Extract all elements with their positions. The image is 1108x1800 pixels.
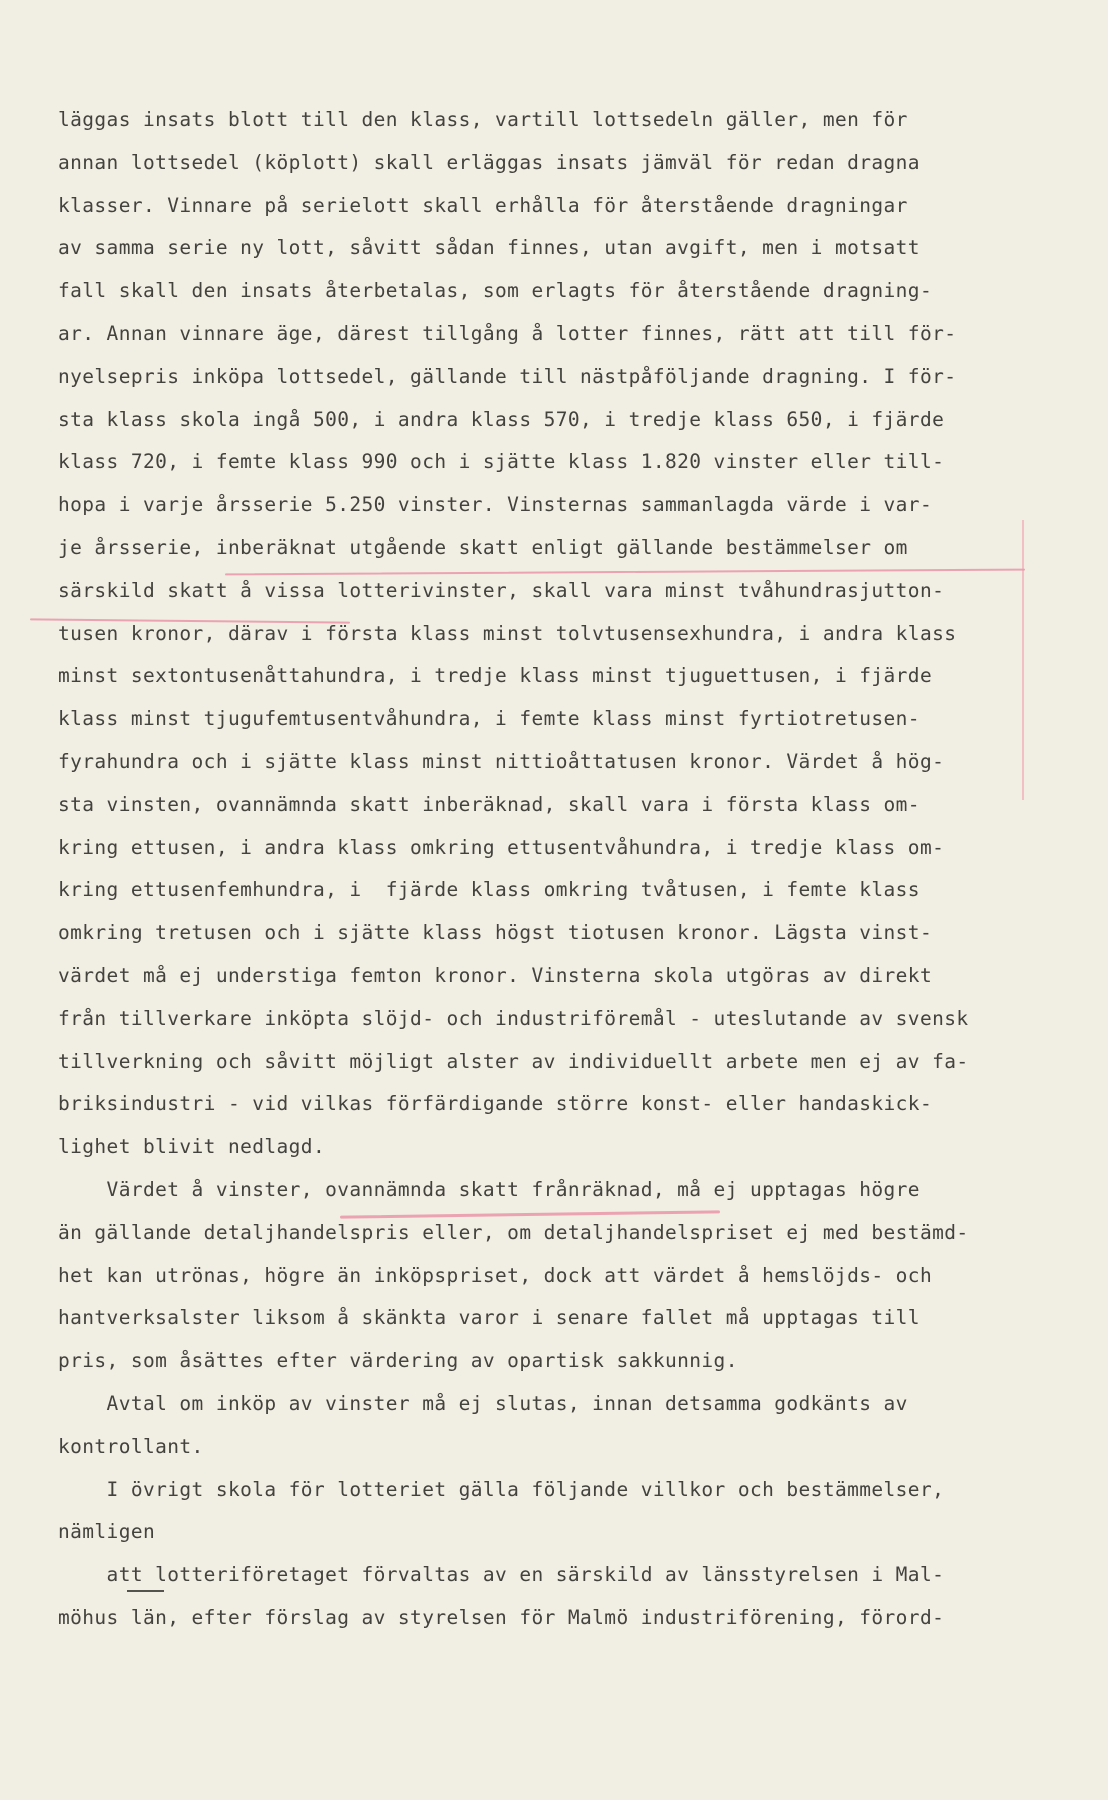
text-line: än gällande detaljhandelspris eller, om detaljhandelspriset ej med bestämd- — [58, 1220, 969, 1244]
text-line: tusen kronor, därav i första klass minst tolvtusensexhundra, i andra klass — [58, 621, 957, 645]
text-line: fall skall den insats återbetalas, som erlagts för återstående dragning- — [58, 279, 933, 303]
text-line: särskild skatt å vissa lotterivinster, skall vara minst tvåhundrasjutton- — [58, 578, 945, 602]
text-line: klass minst tjugufemtusentvåhundra, i femte klass minst fyrtiotretusen- — [58, 707, 920, 731]
text-line: läggas insats blott till den klass, vartill lottsedeln gäller, men för — [58, 108, 908, 131]
text-line: pris, som åsättes efter värdering av opartisk sakkunnig. — [58, 1349, 738, 1373]
text-line: hopa i varje årsserie 5.250 vinster. Vinsternas sammanlagda värde i var- — [58, 493, 933, 517]
text-line: kontrollant. — [58, 1434, 204, 1458]
text-line: annan lottsedel (köplott) skall erläggas insats jämväl för redan dragna — [58, 150, 920, 174]
text-line: Värdet å vinster, ovannämnda skatt frånräknad, må ej upptagas högre — [58, 1178, 920, 1201]
text-line: I övrigt skola för lotteriet gälla följande villkor och bestämmelser, — [58, 1477, 945, 1501]
text-line: klasser. Vinnare på serielott skall erhålla för återstående dragningar — [58, 193, 908, 217]
text-line: het kan utrönas, högre än inköpspriset, dock att värdet å hemslöjds- och — [58, 1263, 933, 1287]
text-line: möhus län, efter förslag av styrelsen för Malmö industriförening, förord- — [58, 1606, 945, 1629]
red-pencil-underline — [340, 1210, 720, 1218]
text-line: kring ettusenfemhundra, i fjärde klass omkring tvåtusen, i femte klass — [58, 878, 920, 902]
text-line: av samma serie ny lott, såvitt sådan finnes, utan avgift, men i motsatt — [58, 236, 920, 260]
att-underline — [127, 1590, 164, 1592]
text-line: je årsserie, inberäknat utgående skatt enligt gällande bestämmelser om — [58, 536, 908, 559]
text-line: kring ettusen, i andra klass omkring ettusentvåhundra, i tredje klass om- — [58, 835, 945, 859]
red-pencil-underline — [225, 569, 1025, 576]
text-line: minst sextontusenåttahundra, i tredje klass minst tjuguettusen, i fjärde — [58, 664, 933, 688]
text-line: hantverksalster liksom å skänkta varor i senare fallet må upptagas till — [58, 1306, 920, 1330]
text-line: ar. Annan vinnare äge, därest tillgång å lotter finnes, rätt att till för- — [58, 322, 957, 345]
text-line: värdet må ej understiga femton kronor. Vinsterna skola utgöras av direkt — [58, 964, 933, 987]
text-line: att lotteriföretaget förvaltas av en särskild av länsstyrelsen i Mal- — [58, 1563, 945, 1587]
text-line: tillverkning och såvitt möjligt alster av individuellt arbete men ej av fa- — [58, 1049, 969, 1073]
text-line: klass 720, i femte klass 990 och i sjätte klass 1.820 vinster eller till- — [58, 450, 945, 474]
text-line: briksindustri - vid vilkas förfärdigande större konst- eller handaskick- — [58, 1092, 933, 1116]
text-line: fyrahundra och i sjätte klass minst nittioåttatusen kronor. Värdet å hög- — [58, 750, 945, 773]
text-line: lighet blivit nedlagd. — [58, 1135, 326, 1159]
text-line: nyelsepris inköpa lottsedel, gällande till nästpåföljande dragning. I för- — [58, 364, 957, 388]
text-line: Avtal om inköp av vinster må ej slutas, innan detsamma godkänts av — [58, 1392, 908, 1415]
text-line: omkring tretusen och i sjätte klass högst tiotusen kronor. Lägsta vinst- — [58, 921, 933, 945]
text-line: från tillverkare inköpta slöjd- och industriföremål - uteslutande av svensk — [58, 1006, 969, 1030]
text-line: sta klass skola ingå 500, i andra klass 570, i tredje klass 650, i fjärde — [58, 407, 945, 431]
text-line: sta vinsten, ovannämnda skatt inberäknad, skall vara i första klass om- — [58, 792, 920, 816]
red-pencil-margin-line — [1022, 520, 1024, 800]
text-line: nämligen — [58, 1520, 156, 1544]
